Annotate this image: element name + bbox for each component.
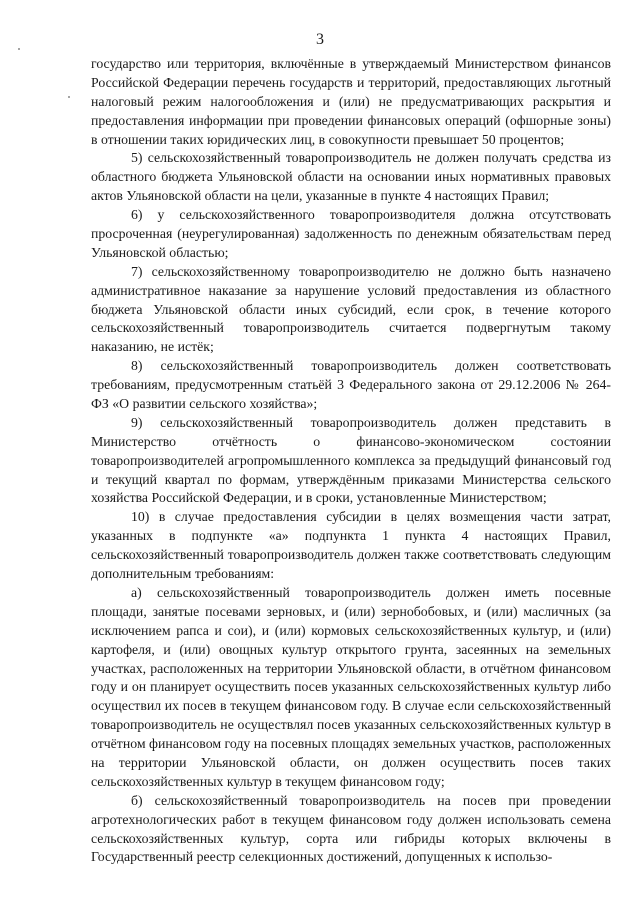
paragraph-item-10a: а) сельскохозяйственный товаропроизводитель должен иметь посевные площади, занятые посевами зерновых, и (или) зернобобовых, и (или) масличных (за исключением рапса и сои), и (или) кормовых сельскохозяйственных культур, и (или) картофеля, и (или) овощных культур открытого грунта, засеянных на земельных участках, расположенных на территории Ульяновской области, в отчётном финансовом году и он планирует осуществить посев указанных сельскохозяйственных культур либо осуществил их посев в текущем финансовом году. В случае если сельскохозяйственный товаропроизводитель не осуществлял посев указанных сельскохозяйственных культур в отчётном финансовом году на посевных площадях земельных участков, расположенных на территории Ульяновской области, он должен осуществить посев таких сельскохозяйственных культур в текущем финансовом году; <box>91 584 611 789</box>
scan-speck <box>18 48 20 50</box>
document-body <box>91 55 611 867</box>
paragraph-item-5: 5) сельскохозяйственный товаропроизводитель не должен получать средства из областного бюджета Ульяновской области на основании иных нормативных правовых актов Ульяновской области на цели, указанные в пункте 4 настоящих Правил; <box>91 150 611 204</box>
paragraph-continuation: государство или территория, включённые в утверждаемый Министерством финансов Российской Федерации перечень государств и территорий, предоставляющих льготный налоговый режим налогообложения и (или) не предусматривающих раскрытия и предоставления информации при проведении финансовых операций (офшорные зоны) в отношении таких юридических лиц, в совокупности превышает 50 процентов; <box>91 56 611 147</box>
paragraph-item-10: 10) в случае предоставления субсидии в целях возмещения части затрат, указанных в подпункте «а» подпункта 1 пункта 4 настоящих Правил, сельскохозяйственный товаропроизводитель должен также соответствовать следующим дополнительным требованиям: <box>91 509 611 582</box>
paragraph-item-6: 6) у сельскохозяйственного товаропроизводителя должна отсутствовать просроченная (неурегулированная) задолженность по денежным обязательствам перед Ульяновской областью; <box>91 207 611 260</box>
page-number: 3 <box>316 31 324 48</box>
paragraph-item-10b: б) сельскохозяйственный товаропроизводитель на посев при проведении агротехнологических работ в текущем финансовом году должен использовать семена сельскохозяйственных культур, сорта или гибриды которых включены в Государственный реестр селекционных достижений, допущенных к использо- <box>91 792 611 865</box>
scan-speck <box>68 96 70 98</box>
paragraph-item-8: 8) сельскохозяйственный товаропроизводитель должен соответствовать требованиям, предусмотренным статьёй 3 Федерального закона от 29.12.2006 № 264-ФЗ «О развитии сельского хозяйства»; <box>91 358 611 412</box>
paragraph-item-7: 7) сельскохозяйственному товаропроизводителю не должно быть назначено административное наказание за нарушение условий предоставления из областного бюджета Ульяновской области иных субсидий, если срок, в течение которого сельскохозяйственный товаропроизводитель считается подвергнутым такому наказанию, не истёк; <box>91 263 611 355</box>
paragraph-item-9: 9) сельскохозяйственный товаропроизводитель должен представить в Министерство отчётность о финансово-экономическом состоянии товаропроизводителей агропромышленного комплекса за предыдущий финансовый год и текущий квартал по формам, утверждённым приказами Министерства сельского хозяйства Российской Федерации, и в сроки, установленные Министерством; <box>91 414 611 506</box>
